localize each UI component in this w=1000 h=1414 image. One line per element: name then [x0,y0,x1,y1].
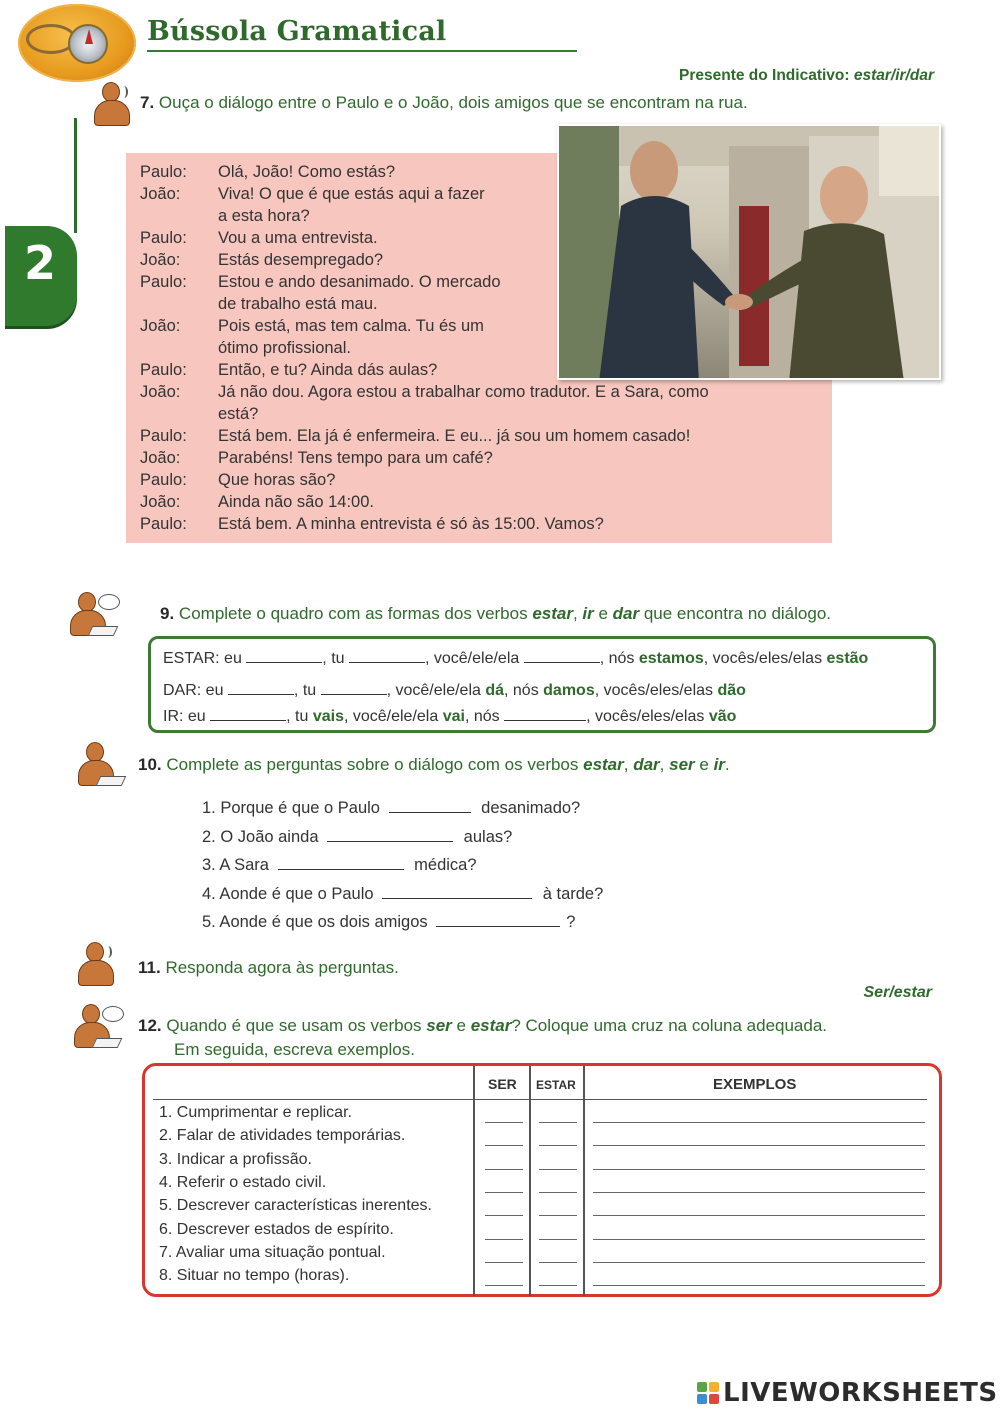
dialogue-speaker: Paulo: [140,471,187,489]
ex7-text: Ouça o diálogo entre o Paulo e o João, dois amigos que se encontram na rua. [158,93,748,112]
dialogue-line [140,272,840,294]
dar-voces-label: , vocês/eles/elas [594,682,718,699]
liveworksheets-logo[interactable] [697,1378,998,1408]
ex9-verb-dar: dar [612,604,640,623]
ex12-instruction [138,1014,948,1062]
dar-tu-blank[interactable] [321,681,387,695]
estar-label: ESTAR: eu [163,650,247,667]
section-ser-estar: Ser/estar [863,984,932,1001]
dialogue-speaker: Paulo: [140,163,187,181]
dar-nos-label: , nós [504,682,544,699]
ir-nos-label: , nós [464,708,505,725]
ex7-instruction [140,93,748,113]
dar-voce-label: , você/ele/ela [386,682,486,699]
table-row-label: 7. Avaliar uma situação pontual. [159,1243,386,1261]
dialogue-text: a esta hora? [218,207,310,225]
ex9-instruction [160,604,831,624]
dialogue-speaker: João: [140,449,181,467]
ex12-text-a: Quando é que se usam os verbos [166,1016,427,1035]
ir-row [163,707,736,726]
question-text-end: desanimado? [476,799,581,817]
estar-tu-label: , tu [322,650,349,667]
ir-voces-form: vão [708,708,737,725]
question-text-end: médica? [409,856,477,874]
ser-estar-table [142,1063,942,1297]
ir-voce-form: vai [442,708,465,725]
example-blank[interactable] [593,1285,925,1286]
estar-nos-form: estamos [638,650,704,667]
estar-blank[interactable] [539,1239,577,1240]
ex9-text-b: que encontra no diálogo. [639,604,831,623]
dialogue-text: Viva! O que é que estás aqui a fazer [218,185,485,203]
ex12-text-c: Em seguida, escreva exemplos. [174,1040,415,1059]
ex9-text-a: Complete o quadro com as formas dos verbos [178,604,533,623]
estar-blank[interactable] [539,1145,577,1146]
ex10-sep3: e [694,755,714,774]
ex9-sep1: , [572,604,583,623]
ir-voce-label: , você/ele/ela [343,708,443,725]
chapter-number: 2 [24,236,57,290]
answer-blank[interactable] [436,913,560,927]
dialogue-text: Vou a uma entrevista. [218,229,378,247]
dialogue-text: Estás desempregado? [218,251,384,269]
book-title: Bússola Gramatical [147,16,447,47]
col-examples-header: EXEMPLOS [713,1076,797,1093]
ir-voces-label: , vocês/eles/elas [586,708,709,725]
estar-blank[interactable] [539,1285,577,1286]
estar-blank[interactable] [539,1169,577,1170]
dar-voce-form: dá [485,682,505,699]
dialogue-speaker: João: [140,317,181,335]
writing-person-icon [76,742,116,790]
ir-tu-form: vais [312,708,344,725]
col-ser-header: SER [488,1076,517,1092]
dialogue-line [140,382,840,404]
ex9-sep2: e [593,604,613,623]
ir-label: IR: eu [163,708,211,725]
dialogue-line [140,250,840,272]
dialogue-line [140,228,840,250]
reading-person-icon [68,592,108,640]
dialogue-line [140,360,840,382]
dialogue-speaker: Paulo: [140,361,187,379]
question-item [202,799,580,818]
ir-eu-blank[interactable] [210,707,286,721]
dar-row [163,681,746,700]
dialogue-text: Que horas são? [218,471,336,489]
dialogue-text: Olá, João! Como estás? [218,163,396,181]
ser-blank[interactable] [485,1169,523,1170]
example-blank[interactable] [593,1192,925,1193]
side-rule [74,118,77,233]
ex10-instruction [138,755,730,775]
example-blank[interactable] [593,1215,925,1216]
ir-tu-label: , tu [286,708,313,725]
question-item [202,856,477,875]
estar-blank[interactable] [539,1215,577,1216]
estar-blank[interactable] [539,1262,577,1263]
example-blank[interactable] [593,1145,925,1146]
question-item [202,828,512,847]
answer-blank[interactable] [327,828,453,842]
question-text: 2. O João ainda [202,827,324,846]
dialogue-speaker: João: [140,185,181,203]
speaking-person-icon [76,942,116,990]
ser-blank[interactable] [485,1192,523,1193]
dialogue-line [140,316,840,338]
ex10-text-b: . [724,755,730,774]
dar-eu-blank[interactable] [228,681,294,695]
table-row-label: 4. Referir o estado civil. [159,1173,327,1191]
ex10-sep2: , [659,755,670,774]
ser-blank[interactable] [485,1215,523,1216]
dialogue-line [140,470,840,492]
table-divider [529,1066,531,1296]
ex9-conjugation-box [148,636,936,733]
dialogue-line [140,492,840,514]
ex10-number: 10. [138,755,162,774]
dialogue-line [140,206,840,228]
dialogue-line [140,162,840,184]
ir-nos-blank[interactable] [504,707,586,721]
question-text-end: aulas? [459,827,513,846]
dialogue-text: Estou e ando desanimado. O mercado [218,273,501,291]
ex12-number: 12. [138,1016,162,1035]
table-row-label: 2. Falar de atividades temporárias. [159,1127,406,1145]
ex7-number: 7. [140,93,155,112]
question-text-end: ? [566,913,576,931]
listening-person-icon [92,82,132,130]
answer-blank[interactable] [278,856,404,870]
estar-voces-form: estão [826,650,869,667]
ex9-verb-estar: estar [532,604,573,623]
dialogue-text: Pois está, mas tem calma. Tu és um [218,317,484,335]
ex10-verb-ir: ir [713,755,725,774]
dialogue-line [140,404,840,426]
topic-prefix: Presente do Indicativo: [679,67,854,84]
question-text: 1. Porque é que o Paulo [202,799,385,817]
example-blank[interactable] [593,1169,925,1170]
liveworksheets-icon [697,1382,719,1404]
table-divider [583,1066,585,1296]
dialogue-text: está? [218,405,259,423]
ser-blank[interactable] [485,1285,523,1286]
table-row-label: 3. Indicar a profissão. [159,1150,312,1168]
dialogue-line [140,426,840,448]
example-blank[interactable] [593,1122,925,1123]
table-divider [473,1066,475,1296]
dar-tu-label: , tu [293,682,321,699]
dialogue-line [140,338,840,360]
title-underline [147,50,577,52]
ser-blank[interactable] [485,1145,523,1146]
estar-voces-label: , vocês/eles/elas [703,650,827,667]
dialogue-speaker: Paulo: [140,273,187,291]
compass-logo [18,4,136,82]
dialogue-speaker: João: [140,383,181,401]
estar-nos-label: , nós [599,650,639,667]
ex10-verb-estar: estar [583,755,624,774]
dialogue-speaker: João: [140,493,181,511]
ser-blank[interactable] [485,1122,523,1123]
compass-needle-icon [85,29,93,44]
dialogue-text: de trabalho está mau. [218,295,378,313]
dar-label: DAR: eu [163,682,228,699]
table-row-label: 5. Descrever características inerentes. [159,1197,432,1215]
ex12-verb-estar: estar [470,1016,512,1035]
table-row-label: 1. Cumprimentar e replicar. [159,1104,352,1121]
ex12-text-b: ? Coloque uma cruz na coluna adequada. [511,1016,828,1035]
ex10-text-a: Complete as perguntas sobre o diálogo com os verbos [166,755,584,774]
dialogue-line [140,514,840,536]
table-header-rule [153,1099,927,1100]
dialogue-line [140,184,840,206]
liveworksheets-text: LIVEWORKSHEETS [723,1378,998,1408]
question-text: 3. A Sara [202,856,274,874]
question-item [202,913,575,932]
answer-blank[interactable] [389,799,471,813]
example-blank[interactable] [593,1239,925,1240]
dialogue-line [140,294,840,316]
dialogue-line [140,448,840,470]
ex10-verb-ser: ser [669,755,695,774]
ex12-sep1: e [451,1016,471,1035]
estar-blank[interactable] [539,1122,577,1123]
ser-blank[interactable] [485,1262,523,1263]
dialogue-speaker: João: [140,251,181,269]
ex9-verb-ir: ir [582,604,594,623]
estar-eu-blank[interactable] [246,649,322,663]
ex11-number: 11. [138,958,161,977]
dialogue-text: Já não dou. Agora estou a trabalhar como tradutor. E a Sara, como [218,383,709,401]
dialogue-speaker: Paulo: [140,515,187,533]
estar-blank[interactable] [539,1192,577,1193]
ex10-verb-dar: dar [633,755,660,774]
estar-voce-blank[interactable] [524,649,600,663]
ex11-text: Responda agora às perguntas. [165,958,399,977]
question-text: 4. Aonde é que o Paulo [202,884,379,903]
estar-tu-blank[interactable] [349,649,425,663]
estar-row [163,649,868,668]
dialogue-text: Ainda não são 14:00. [218,493,374,511]
ex11-instruction [138,958,399,978]
dialogue-text: Está bem. A minha entrevista é só às 15:00. Vamos? [218,515,604,533]
dar-nos-form: damos [543,682,595,699]
question-text-end: à tarde? [538,884,604,903]
ser-blank[interactable] [485,1239,523,1240]
ex9-number: 9. [160,604,175,623]
topic-verbs: estar/ir/dar [853,67,934,84]
col-estar-header: ESTAR [536,1078,576,1092]
question-text: 5. Aonde é que os dois amigos [202,913,433,931]
dialogue-text: Está bem. Ela já é enfermeira. E eu... já sou um homem casado! [218,427,691,445]
ex10-sep1: , [623,755,634,774]
answer-blank[interactable] [382,885,532,899]
dialogue-text: ótimo profissional. [218,339,351,357]
dialogue-speaker: Paulo: [140,427,187,445]
table-row-label: 8. Situar no tempo (horas). [159,1267,350,1285]
dialogue-text: Então, e tu? Ainda dás aulas? [218,361,438,379]
dialogue-speaker: Paulo: [140,229,187,247]
ex12-verb-ser: ser [426,1016,452,1035]
question-item [202,885,603,904]
section-topic [679,67,934,85]
table-row-label: 6. Descrever estados de espírito. [159,1220,394,1238]
dialogue-text: Parabéns! Tens tempo para um café? [218,449,493,467]
thinking-person-icon [72,1004,112,1052]
estar-voce-label: , você/ele/ela [424,650,524,667]
dar-voces-form: dão [717,682,746,699]
example-blank[interactable] [593,1262,925,1263]
